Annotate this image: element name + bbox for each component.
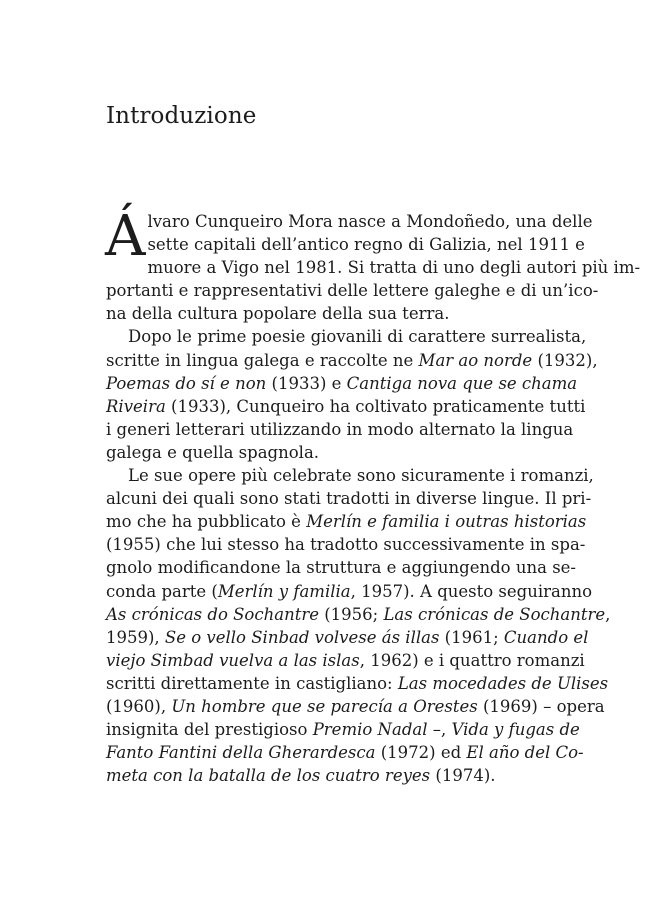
text-line: i generi letterari utilizzando in modo alternato la lingua (106, 419, 574, 439)
text-line: muore a Vigo nel 1981. Si tratta di uno degli autori più im- (147, 258, 641, 278)
work-title: Merlín y familia (217, 581, 351, 601)
chapter-body (105, 204, 641, 787)
work-title: meta con la batalla de los cuatro reyes (106, 766, 431, 786)
work-title: viejo Simbad vuelva a las islas (106, 650, 360, 670)
text-line (106, 580, 593, 603)
text-segment: 1959), (106, 627, 165, 647)
text-segment: , 1962) e i quattro romanzi (359, 650, 585, 670)
text-line (106, 603, 611, 626)
text-line (106, 695, 605, 718)
text-line (106, 349, 598, 372)
text-segment: conda parte ( (106, 581, 218, 601)
work-title: As crónicas do Sochantre (106, 604, 319, 624)
work-title: Riveira (106, 396, 166, 416)
work-title: Vida y fugas de (451, 720, 580, 740)
text-segment: (1960), (106, 696, 172, 716)
text-line (106, 718, 580, 741)
paragraph-2 (106, 325, 598, 464)
text-line: sette capitali dell’antico regno di Galizia, nel 1911 e (147, 235, 585, 255)
text-segment: insignita del prestigioso (106, 720, 313, 740)
text-segment: (1974). (430, 766, 496, 786)
chapter-title: Introduzione (106, 103, 257, 129)
text-line: Dopo le prime poesie giovanili di carattere surrealista, (128, 327, 587, 347)
text-line (106, 672, 609, 695)
work-title: Poemas do sí e non (106, 373, 267, 393)
paragraph-1 (105, 204, 641, 325)
paragraph-3 (106, 464, 611, 787)
work-title: Las mocedades de Ulises (397, 673, 609, 693)
award-name: Premio Nadal (312, 720, 428, 740)
text-segment: scritti direttamente in castigliano: (106, 673, 398, 693)
text-line: gnolo modificandone la struttura e aggiungendo una se- (106, 558, 577, 578)
text-segment: mo che ha pubblicato è (106, 512, 307, 532)
text-segment: (1933) e (266, 373, 347, 393)
text-line: Le sue opere più celebrate sono sicuramente i romanzi, (128, 466, 594, 486)
text-line (106, 372, 578, 395)
text-line (106, 626, 589, 649)
drop-cap: Á (105, 204, 146, 269)
text-line: na della cultura popolare della sua terra. (106, 304, 450, 324)
work-title: Fanto Fantini della Gherardesca (106, 743, 376, 763)
text-segment: (1969) – opera (477, 696, 605, 716)
text-line: portanti e rappresentativi delle lettere galeghe e di un’ico- (106, 281, 599, 301)
text-segment: –, (427, 720, 452, 740)
text-segment: (1932), (532, 350, 598, 370)
text-line: (1955) che lui stesso ha tradotto successivamente in spa- (106, 535, 586, 555)
work-title: El año del Co- (466, 743, 584, 763)
text-segment: , 1957). A questo seguiranno (350, 581, 593, 601)
text-segment: (1972) ed (375, 743, 467, 763)
work-title: Cuando el (503, 627, 589, 647)
work-title: Un hombre que se parecía a Orestes (171, 696, 478, 716)
work-title: Las crónicas de Sochantre (383, 604, 606, 624)
text-line (106, 649, 585, 672)
work-title: Se o vello Sinbad volvese ás illas (164, 627, 440, 647)
text-line: alcuni dei quali sono stati tradotti in diverse lingue. Il pri- (106, 489, 592, 509)
text-line (106, 741, 584, 764)
text-line (106, 764, 545, 787)
text-segment: (1961; (439, 627, 504, 647)
text-segment: scritte in lingua galega e raccolte ne (106, 350, 419, 370)
text-line: lvaro Cunqueiro Mora nasce a Mondoñedo, una delle (147, 212, 593, 231)
work-title: Mar ao norde (418, 350, 533, 370)
work-title: Cantiga nova que se chama (346, 373, 578, 393)
text-segment: (1956; (318, 604, 384, 624)
text-segment: (1933), Cunqueiro ha coltivato praticamente tutti (165, 396, 586, 416)
text-line (106, 395, 586, 418)
text-line (106, 510, 587, 533)
work-title: Merlín e familia i outras historias (306, 512, 587, 532)
text-segment: , (605, 604, 611, 624)
text-line: galega e quella spagnola. (106, 442, 320, 462)
